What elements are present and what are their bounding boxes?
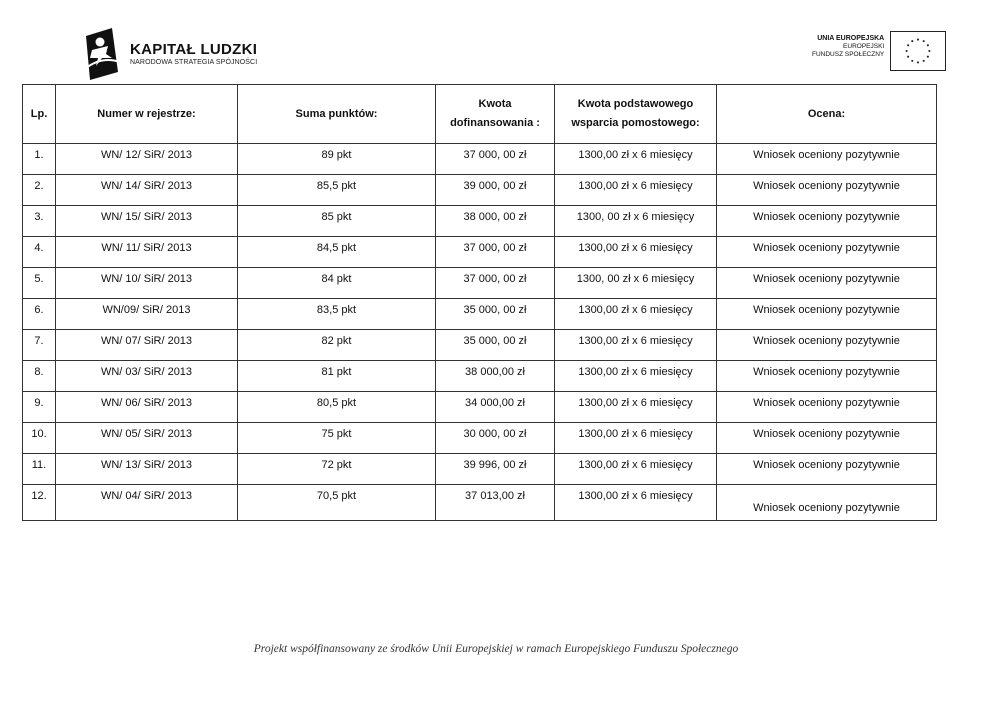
eu-logo-line2: EUROPEJSKI [843, 43, 885, 50]
cell-kwota: 37 000, 00 zł [436, 268, 555, 299]
cell-ocena: Wniosek oceniony pozytywnie [717, 454, 937, 485]
eu-flag-icon [890, 31, 946, 71]
cell-numer: WN/ 05/ SiR/ 2013 [56, 423, 238, 454]
table-row [23, 299, 937, 330]
eu-star-icon [917, 39, 919, 41]
cell-numer: WN/ 03/ SiR/ 2013 [56, 361, 238, 392]
cell-wsparcie: 1300,00 zł x 6 miesięcy [555, 423, 717, 454]
results-table [22, 84, 937, 521]
table-header-row [23, 85, 937, 144]
cell-ocena: Wniosek oceniony pozytywnie [717, 423, 937, 454]
footer-note: Projekt współfinansowany ze środków Unii Europejskiej w ramach Europejskiego Funduszu Społecznego [253, 643, 739, 655]
table-row [23, 361, 937, 392]
table-row [23, 392, 937, 423]
header-wsparcie-line2: wsparcia pomostowego: [571, 117, 700, 129]
eu-star-icon [927, 56, 929, 58]
eu-logo-line1: UNIA EUROPEJSKA [817, 35, 885, 42]
table-row [23, 330, 937, 361]
cell-kwota: 30 000, 00 zł [436, 423, 555, 454]
cell-suma: 82 pkt [238, 330, 436, 361]
cell-suma: 75 pkt [238, 423, 436, 454]
cell-suma: 89 pkt [238, 144, 436, 175]
cell-wsparcie: 1300, 00 zł x 6 miesięcy [555, 268, 717, 299]
cell-numer: WN/09/ SiR/ 2013 [56, 299, 238, 330]
cell-ocena: Wniosek oceniony pozytywnie [717, 392, 937, 423]
cell-numer: WN/ 14/ SiR/ 2013 [56, 175, 238, 206]
eu-logo-line3: FUNDUSZ SPOŁECZNY [812, 51, 885, 58]
cell-kwota: 38 000,00 zł [436, 361, 555, 392]
header-ocena: Ocena: [717, 85, 937, 144]
cell-kwota: 37 000, 00 zł [436, 144, 555, 175]
table-row [23, 206, 937, 237]
cell-suma: 72 pkt [238, 454, 436, 485]
cell-kwota: 39 996, 00 zł [436, 454, 555, 485]
cell-ocena: Wniosek oceniony pozytywnie [717, 361, 937, 392]
cell-lp: 8. [23, 361, 56, 392]
cell-lp: 9. [23, 392, 56, 423]
kapital-ludzki-logo [82, 28, 257, 80]
cell-numer: WN/ 10/ SiR/ 2013 [56, 268, 238, 299]
cell-kwota: 34 000,00 zł [436, 392, 555, 423]
eu-star-icon [911, 60, 913, 62]
cell-lp: 4. [23, 237, 56, 268]
eu-star-icon [906, 50, 908, 52]
logo-title: KAPITAŁ LUDZKI [130, 40, 258, 58]
cell-lp: 12. [23, 485, 56, 521]
cell-suma: 83,5 pkt [238, 299, 436, 330]
header-lp: Lp. [23, 85, 56, 144]
cell-kwota: 38 000, 00 zł [436, 206, 555, 237]
cell-ocena: Wniosek oceniony pozytywnie [717, 485, 937, 521]
cell-suma: 84 pkt [238, 268, 436, 299]
cell-lp: 2. [23, 175, 56, 206]
cell-wsparcie: 1300,00 zł x 6 miesięcy [555, 144, 717, 175]
cell-lp: 1. [23, 144, 56, 175]
cell-numer: WN/ 15/ SiR/ 2013 [56, 206, 238, 237]
cell-kwota: 37 013,00 zł [436, 485, 555, 521]
cell-ocena: Wniosek oceniony pozytywnie [717, 206, 937, 237]
eu-logo [812, 31, 946, 71]
cell-ocena: Wniosek oceniony pozytywnie [717, 237, 937, 268]
header-suma: Suma punktów: [238, 85, 436, 144]
cell-ocena: Wniosek oceniony pozytywnie [717, 144, 937, 175]
cell-suma: 70,5 pkt [238, 485, 436, 521]
cell-wsparcie: 1300,00 zł x 6 miesięcy [555, 454, 717, 485]
cell-ocena: Wniosek oceniony pozytywnie [717, 175, 937, 206]
cell-suma: 81 pkt [238, 361, 436, 392]
header-kwota [436, 85, 555, 144]
kapital-ludzki-emblem-icon [82, 28, 122, 80]
cell-wsparcie: 1300, 00 zł x 6 miesięcy [555, 206, 717, 237]
header-wsparcie-line1: Kwota podstawowego [577, 98, 694, 110]
cell-lp: 11. [23, 454, 56, 485]
eu-star-icon [929, 50, 931, 52]
table-row [23, 268, 937, 299]
cell-ocena: Wniosek oceniony pozytywnie [717, 330, 937, 361]
table-row [23, 237, 937, 268]
cell-kwota: 35 000, 00 zł [436, 299, 555, 330]
header-numer: Numer w rejestrze: [56, 85, 238, 144]
cell-kwota: 35 000, 00 zł [436, 330, 555, 361]
eu-star-icon [907, 44, 909, 46]
cell-lp: 6. [23, 299, 56, 330]
cell-ocena: Wniosek oceniony pozytywnie [717, 299, 937, 330]
eu-star-icon [923, 60, 925, 62]
cell-kwota: 37 000, 00 zł [436, 237, 555, 268]
cell-kwota: 39 000, 00 zł [436, 175, 555, 206]
cell-ocena: Wniosek oceniony pozytywnie [717, 268, 937, 299]
cell-lp: 10. [23, 423, 56, 454]
table-row [23, 485, 937, 521]
cell-wsparcie: 1300,00 zł x 6 miesięcy [555, 299, 717, 330]
cell-numer: WN/ 07/ SiR/ 2013 [56, 330, 238, 361]
header-wsparcie [555, 85, 717, 144]
cell-wsparcie: 1300,00 zł x 6 miesięcy [555, 361, 717, 392]
eu-star-icon [911, 40, 913, 42]
table-row [23, 454, 937, 485]
table-row [23, 144, 937, 175]
cell-numer: WN/ 12/ SiR/ 2013 [56, 144, 238, 175]
eu-star-icon [907, 56, 909, 58]
logo-subtitle: NARODOWA STRATEGIA SPÓJNOŚCI [130, 58, 258, 66]
cell-lp: 3. [23, 206, 56, 237]
eu-star-icon [923, 40, 925, 42]
cell-wsparcie: 1300,00 zł x 6 miesięcy [555, 485, 717, 521]
cell-wsparcie: 1300,00 zł x 6 miesięcy [555, 237, 717, 268]
eu-star-icon [927, 44, 929, 46]
cell-wsparcie: 1300,00 zł x 6 miesięcy [555, 330, 717, 361]
header-kwota-line2: dofinansowania : [450, 117, 540, 129]
eu-star-icon [917, 61, 919, 63]
cell-suma: 80,5 pkt [238, 392, 436, 423]
cell-wsparcie: 1300,00 zł x 6 miesięcy [555, 175, 717, 206]
cell-lp: 7. [23, 330, 56, 361]
cell-numer: WN/ 11/ SiR/ 2013 [56, 237, 238, 268]
cell-numer: WN/ 06/ SiR/ 2013 [56, 392, 238, 423]
table-row [23, 175, 937, 206]
header-kwota-line1: Kwota [478, 98, 512, 110]
table-row [23, 423, 937, 454]
cell-suma: 85 pkt [238, 206, 436, 237]
cell-numer: WN/ 13/ SiR/ 2013 [56, 454, 238, 485]
cell-suma: 84,5 pkt [238, 237, 436, 268]
cell-lp: 5. [23, 268, 56, 299]
cell-wsparcie: 1300,00 zł x 6 miesięcy [555, 392, 717, 423]
cell-suma: 85,5 pkt [238, 175, 436, 206]
cell-numer: WN/ 04/ SiR/ 2013 [56, 485, 238, 521]
